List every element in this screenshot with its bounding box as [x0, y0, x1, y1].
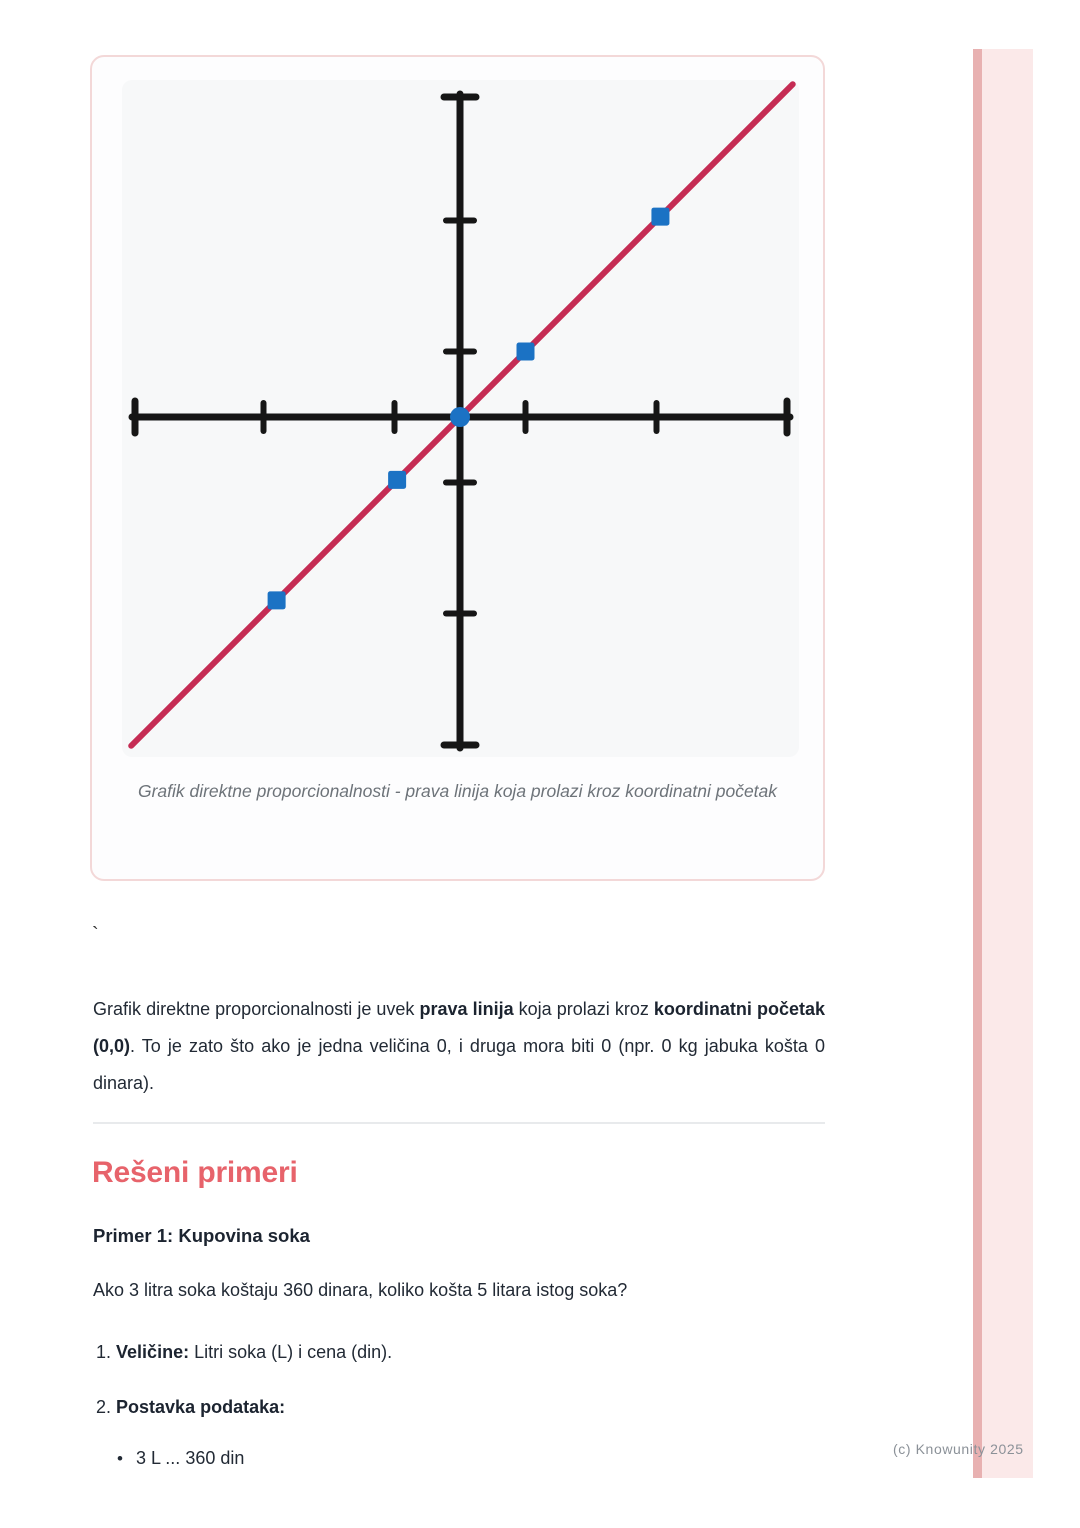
bullet-text: 3 L ... 360 din [135, 1448, 245, 1468]
intro-bold-1: prava linija [419, 999, 514, 1019]
data-point [517, 343, 535, 361]
copyright-watermark: (c) Knowunity 2025 [893, 1441, 1024, 1457]
intro-paragraph [93, 991, 825, 1102]
graph-panel [122, 80, 799, 757]
figure-caption: Grafik direktne proporcionalnosti - prava linija koja prolazi kroz koordinatni početak [137, 781, 778, 801]
data-point [651, 208, 669, 226]
example-question: Ako 3 litra soka koštaju 360 dinara, koliko košta 5 litara istog soka? [93, 1280, 628, 1300]
step-text: Litri soka (L) i cena (din). [194, 1342, 393, 1362]
step-label: Veličine: [116, 1342, 190, 1362]
page-edge-stripe [973, 49, 1033, 1478]
step-number: 1. [96, 1342, 112, 1362]
intro-text-2: koja prolazi kroz [513, 999, 654, 1019]
step-label: Postavka podataka: [116, 1397, 286, 1417]
list-item [117, 1448, 244, 1469]
bullet-icon: • [117, 1449, 123, 1468]
step-item-2 [96, 1393, 285, 1421]
example-title: Primer 1: Kupovina soka [93, 1225, 310, 1246]
intro-bold-2: koordinatni početak (0,0) [93, 999, 825, 1056]
intro-text-3: . To je zato što ako je jedna veličina 0, i druga mora biti 0 (npr. 0 kg jabuka košta 0 dinara). [93, 1036, 825, 1093]
section-heading: Rešeni primeri [92, 1156, 298, 1189]
figure-card [90, 55, 825, 881]
data-point [388, 471, 406, 489]
intro-text-1: Grafik direktne proporcionalnosti je uvek [93, 999, 420, 1019]
section-divider [93, 1122, 825, 1124]
stray-backtick: ` [92, 924, 99, 946]
data-point [268, 591, 286, 609]
origin-point [450, 407, 470, 427]
proportionality-graph [122, 80, 799, 757]
step-item-1 [96, 1338, 392, 1366]
step-number: 2. [96, 1397, 112, 1417]
